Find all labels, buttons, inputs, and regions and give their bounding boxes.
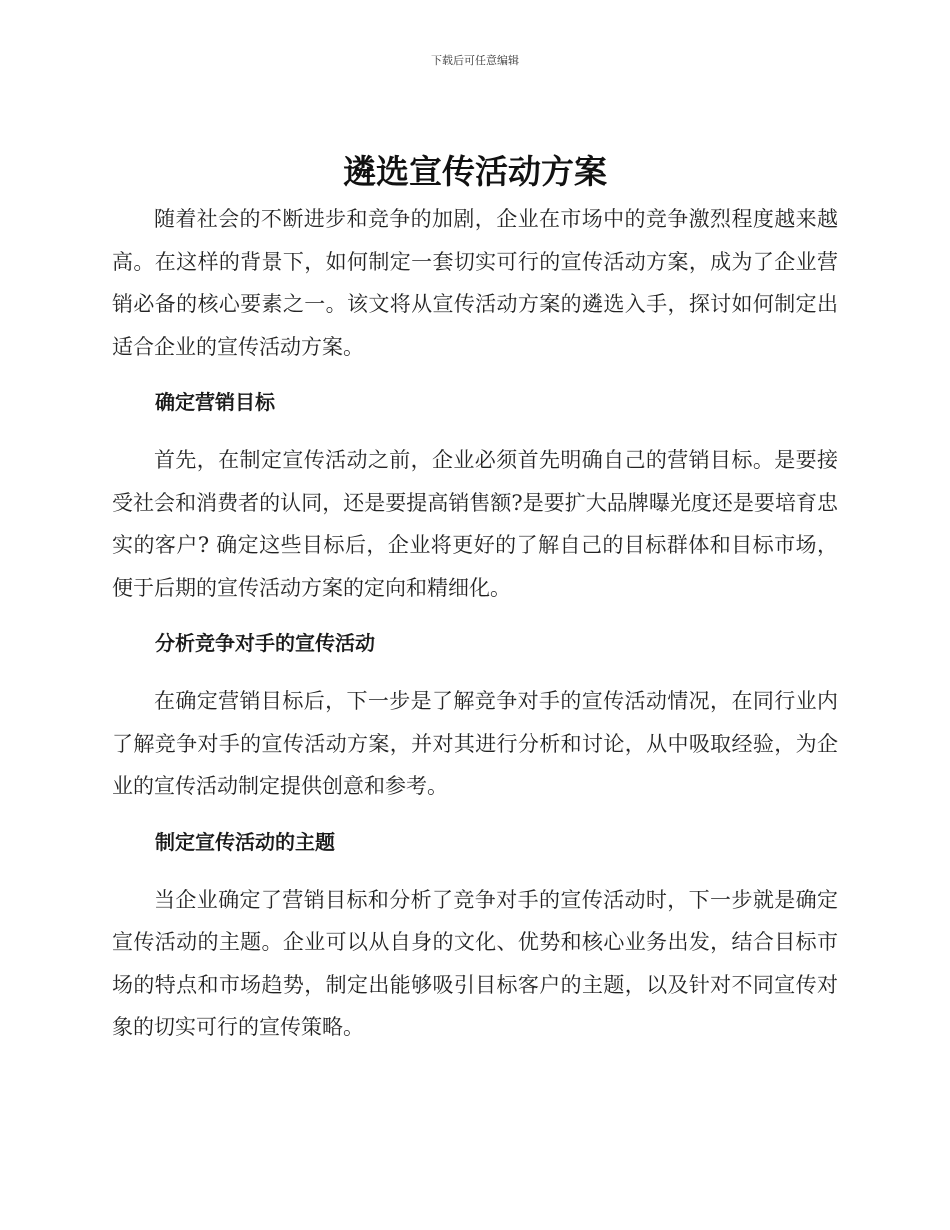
spacer [112, 657, 838, 680]
spacer [112, 856, 838, 879]
section-body-campaign-theme: 当企业确定了营销目标和分析了竞争对手的宣传活动时，下一步就是确定宣传活动的主题。企业可以从自身的文化、优势和核心业务出发，结合目标市场的特点和市场趋势，制定出能够吸引目标客户的主题，以及针对不同宣传对象的切实可行的宣传策略。 [112, 887, 838, 1039]
section-heading-marketing-goal: 确定营销目标 [155, 390, 275, 414]
spacer [112, 368, 838, 388]
section-heading-competitor-analysis: 分析竞争对手的宣传活动 [155, 631, 375, 655]
document-body [112, 198, 838, 1049]
page-header-note: 下载后可任意编辑 [431, 54, 519, 67]
section-heading-campaign-theme: 制定宣传活动的主题 [155, 829, 335, 854]
spacer [112, 808, 838, 828]
intro-paragraph: 随着社会的不断进步和竞争的加剧，企业在市场中的竞争激烈程度越来越高。在这样的背景下，如何制定一套切实可行的宣传活动方案，成为了企业营销必备的核心要素之一。该文将从宣传活动方案的遴选入手，探讨如何制定出适合企业的宣传活动方案。 [112, 207, 838, 359]
section-body-marketing-goal: 首先，在制定宣传活动之前，企业必须首先明确自己的营销目标。是要接受社会和消费者的认同，还是要提高销售额?是要扩大品牌曝光度还是要培育忠实的客户? 确定这些目标后，企业将更好的了解自己的目标群体和目标市场，便于后期的宣传活动方案的定向和精细化。 [112, 448, 838, 600]
spacer [112, 416, 838, 439]
section-body-competitor-analysis: 在确定营销目标后，下一步是了解竞争对手的宣传活动情况，在同行业内了解竞争对手的宣传活动方案，并对其进行分析和讨论，从中吸取经验，为企业的宣传活动制定提供创意和参考。 [112, 689, 838, 798]
spacer [112, 609, 838, 629]
document-title: 遴选宣传活动方案 [343, 152, 607, 191]
